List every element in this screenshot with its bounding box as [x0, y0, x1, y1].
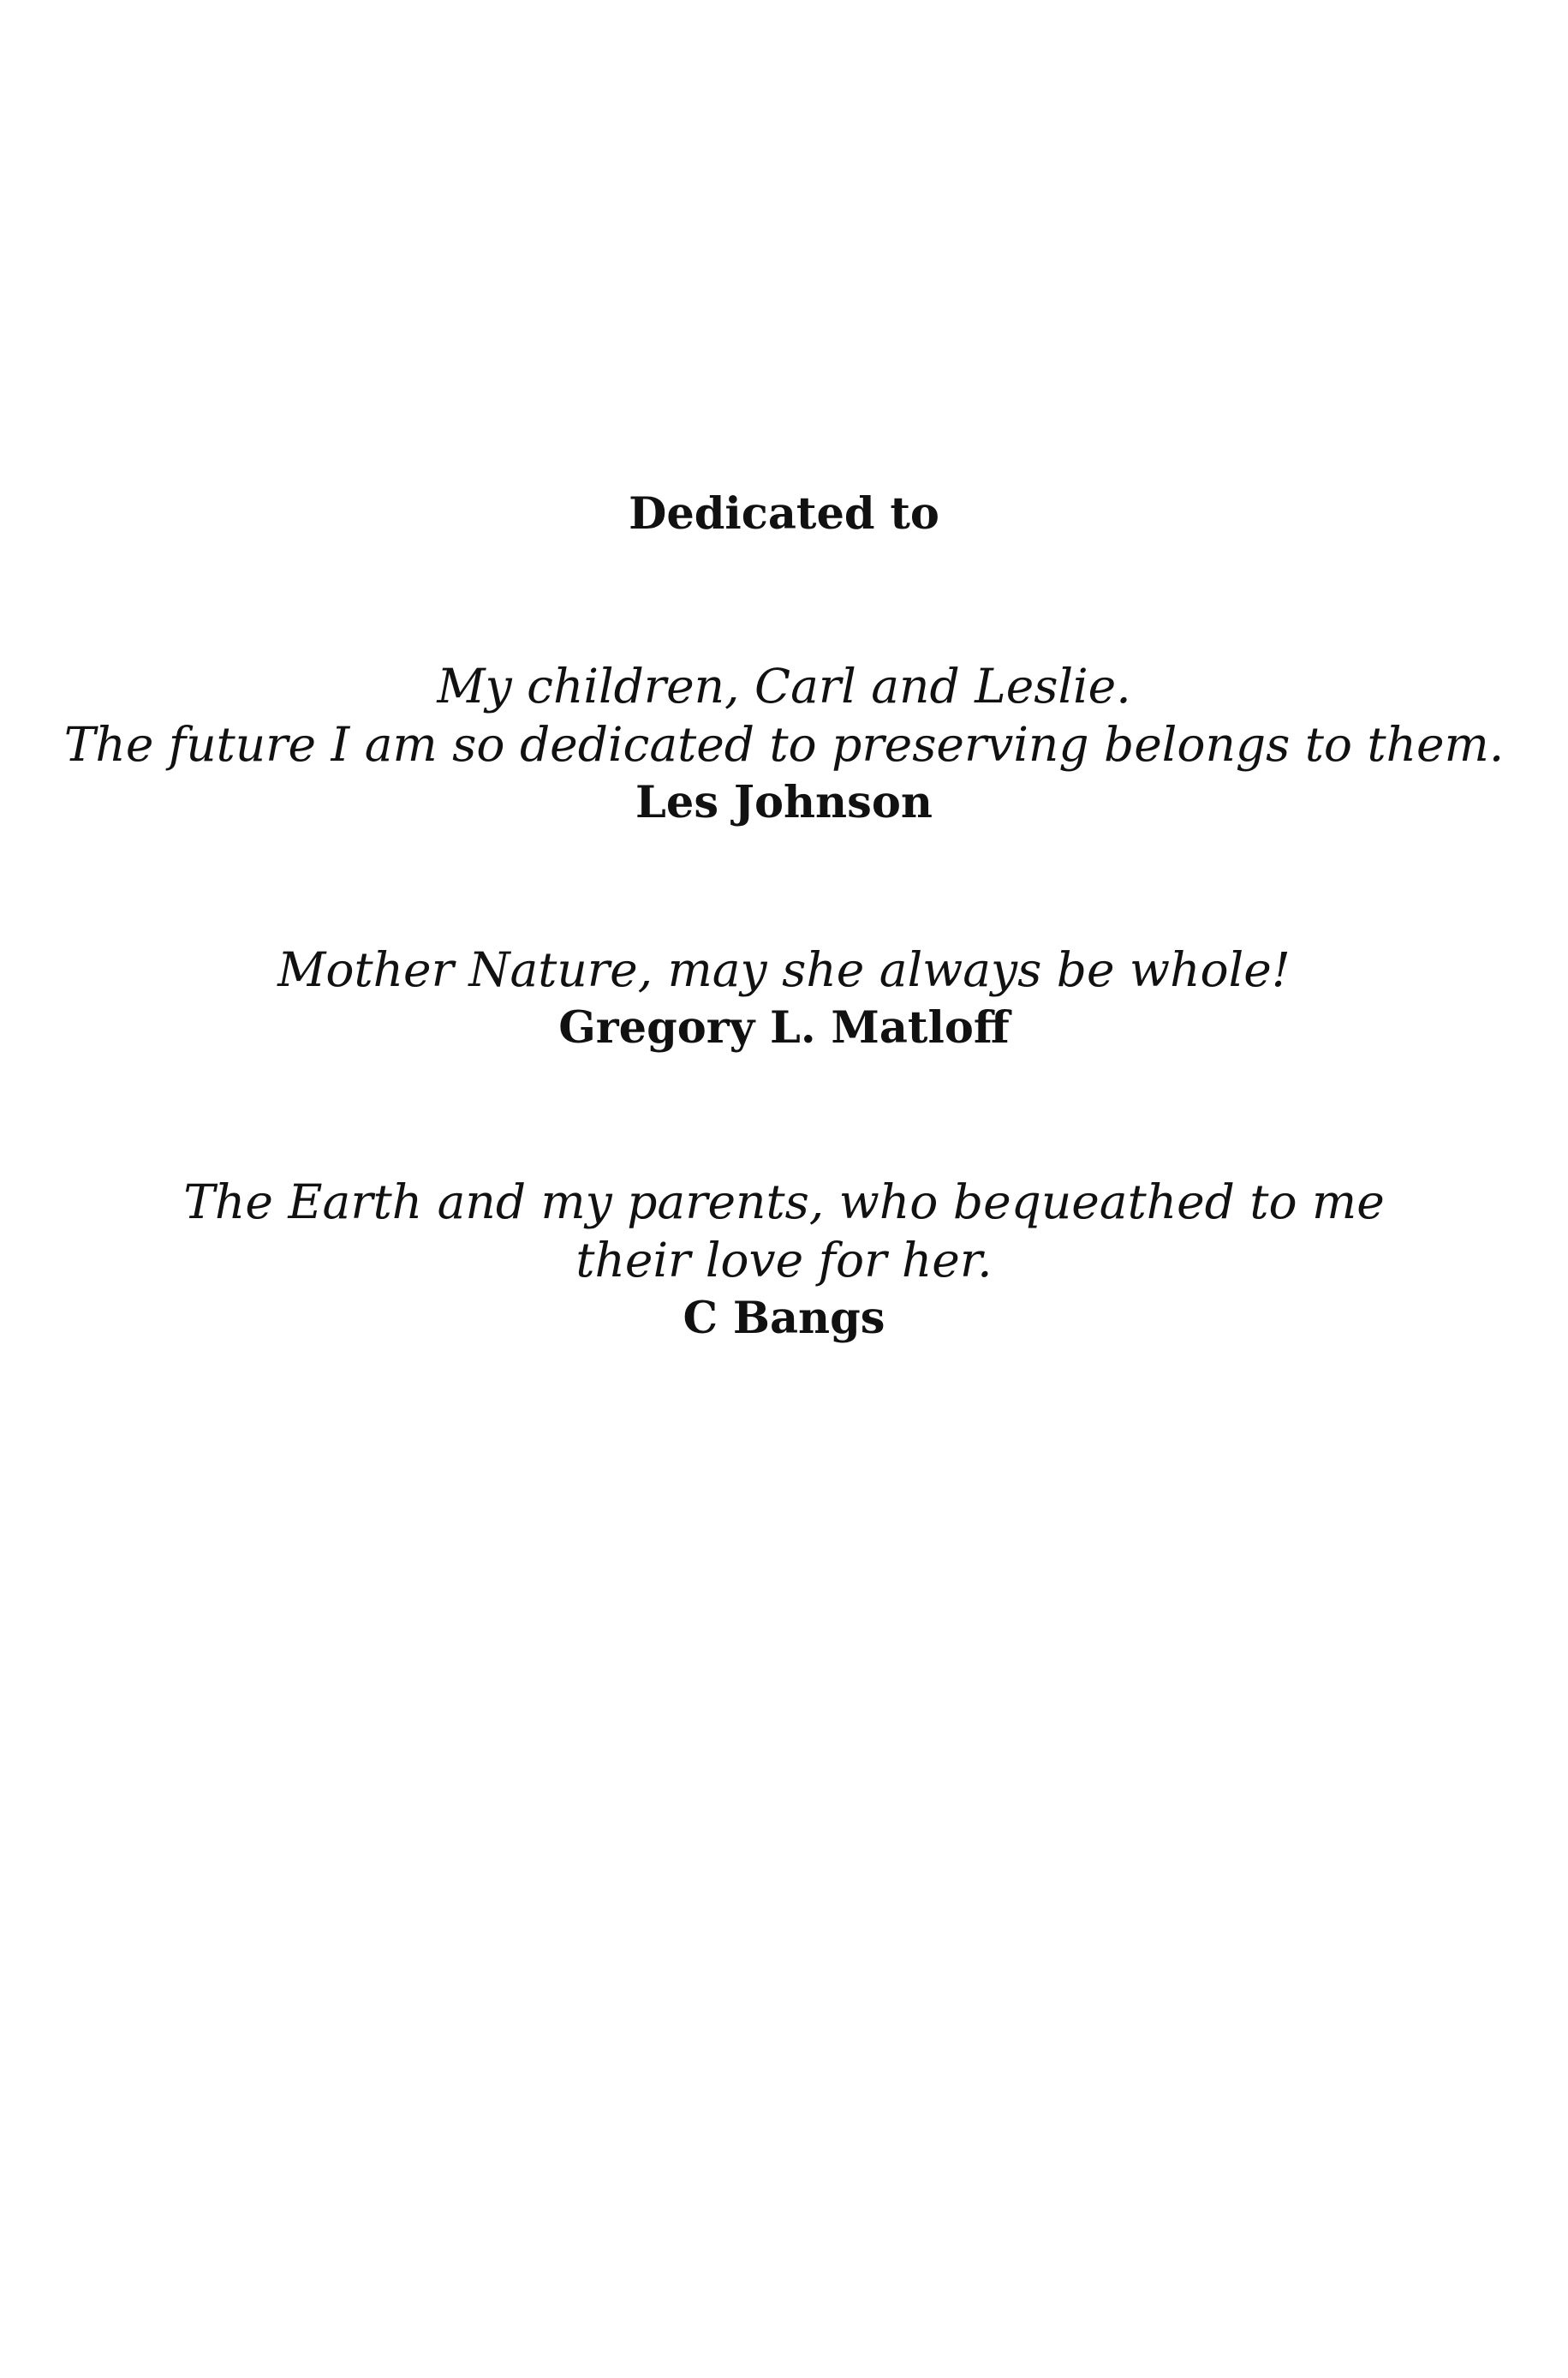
dedication-line: The future I am so dedicated to preserving belongs to them. — [63, 717, 1505, 772]
dedication-author: Gregory L. Matloff — [558, 1002, 1010, 1054]
dedication-author: C Bangs — [683, 1293, 885, 1344]
dedication-author: Les Johnson — [635, 777, 933, 828]
dedication-line: The Earth and my parents, who bequeathed to me — [183, 1174, 1385, 1229]
dedication-line: My children, Carl and Leslie. — [437, 659, 1131, 714]
dedication-line: their love for her. — [575, 1233, 993, 1288]
dedication-entry-gregory-matloff — [0, 941, 1568, 1057]
dedication-heading: Dedicated to — [629, 488, 939, 540]
dedication-entry-c-bangs — [0, 1173, 1568, 1347]
dedication-entry-les-johnson — [0, 657, 1568, 832]
dedication-line: Mother Nature, may she always be whole! — [277, 942, 1291, 997]
